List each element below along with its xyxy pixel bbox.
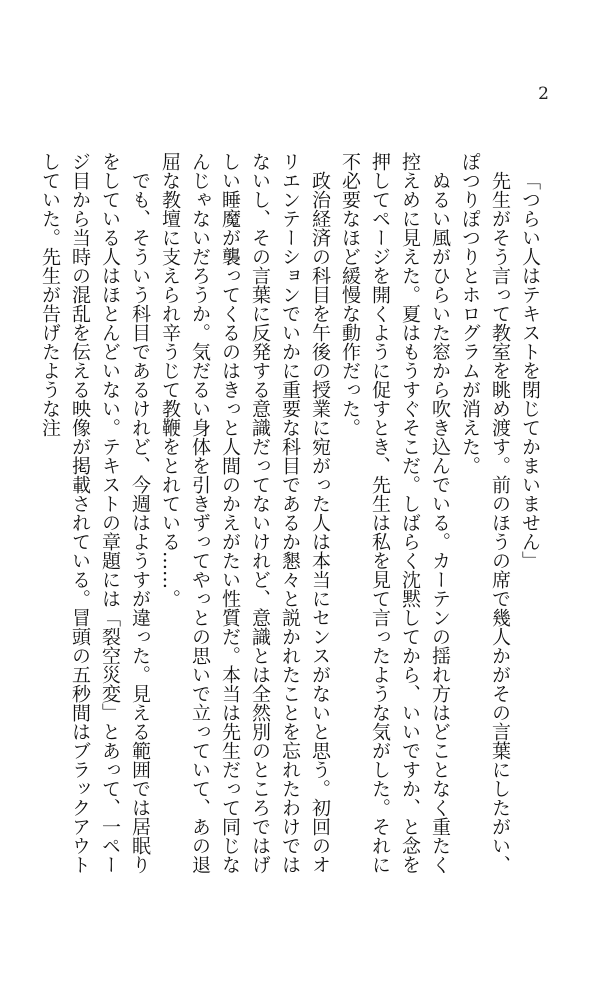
paragraph: 先生がそう言って教室を眺め渡す。前のほうの席で幾人かがその言葉にしたがい、ぽつりぽつりとホログラムが消えた。 bbox=[459, 152, 511, 874]
page-number: 2 bbox=[538, 84, 549, 104]
paragraph: でも、そういう科目であるけれど、今週はようすが違った。見える範囲では居眠りをしている人はほとんどいない。テキストの章題には「裂空災変」とあって、一ページ目から当時の混乱を伝える映像が掲載されている。冒頭の五秒間はブラックアウトしていた。先生が告げたような注 bbox=[39, 152, 151, 874]
body-text bbox=[39, 152, 545, 882]
paragraph: ぬるい風がひらいた窓から吹き込んでいる。カーテンの揺れ方はどことなく重たく控えめに見えた。夏はもうすぐそこだ。しばらく沈黙してから、いいですか、と念を押してページを開くように促すとき、先生は私を見て言ったような気がした。それに不必要なほど緩慢な動作だった。 bbox=[339, 152, 451, 874]
paragraph: 「つらい人はテキストを閉じてかまいません」 bbox=[519, 171, 541, 570]
paragraph: 政治経済の科目を午後の授業に宛がった人は本当にセンスがないと思う。初回のオリエンテーションでいかに重要な科目であるか懇々と説かれたことを忘れたわけではないし、その言葉に反発する意識だってないけれど、意識とは全然別のところではげしい睡魔が襲ってくるのはきっと人間のかえがたい性質だ。本当は先生だって同じなんじゃないだろうか。気だるい身体を引きずってやっとの思いで立っていて、あの退屈な教壇に支えられ辛うじて教鞭をとれている……。 bbox=[159, 152, 331, 874]
